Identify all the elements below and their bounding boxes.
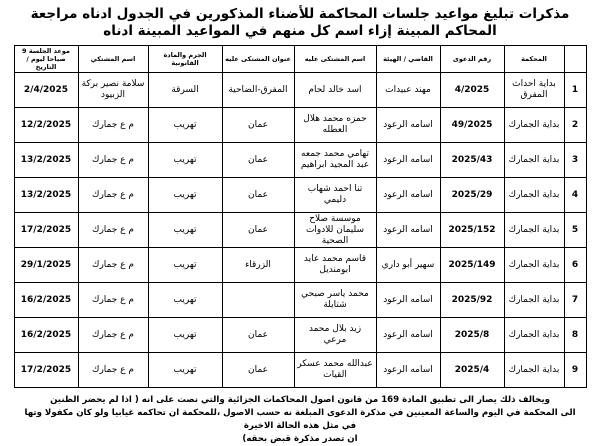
row-judge: اسامه الرعود xyxy=(376,353,440,388)
row-court: بداية الجمارك xyxy=(504,143,564,178)
table-row xyxy=(14,213,586,248)
row-defendant-address xyxy=(222,283,294,318)
row-complainant: م ع جمارك xyxy=(78,318,148,353)
row-charge: تهريب xyxy=(148,178,222,213)
header-charge: الجرم والمادة القانونية xyxy=(148,46,222,73)
row-date: 17/2/2025 xyxy=(14,213,78,248)
row-defendant-address: عمان xyxy=(222,353,294,388)
table-row xyxy=(14,318,586,353)
header-date: موعد الجلسة 9 صباحا ليوم / التاريخ xyxy=(14,46,78,73)
row-court: بداية الجمارك xyxy=(504,213,564,248)
row-defendant: عبدالله محمد عسكر القيات xyxy=(294,353,376,388)
row-defendant: موسسة صلاح سليمان للادوات الصحية xyxy=(294,213,376,248)
row-complainant: م ع جمارك xyxy=(78,283,148,318)
table-row xyxy=(14,73,586,108)
row-complainant: سلامة نصير بركة الزبيود xyxy=(78,73,148,108)
row-court: بداية الجمارك xyxy=(504,318,564,353)
row-court: بداية الجمارك xyxy=(504,248,564,283)
table-row xyxy=(14,283,586,318)
row-defendant-address: عمان xyxy=(222,143,294,178)
header-defendant: اسم المشتكى عليه xyxy=(294,46,376,73)
row-case-no: 2025/92 xyxy=(440,283,504,318)
row-number: 6 xyxy=(564,248,586,283)
row-judge: اسامه الرعود xyxy=(376,143,440,178)
header-judge: القاضي / الهيئة xyxy=(376,46,440,73)
row-defendant: تنا احمد شهاب دليمي xyxy=(294,178,376,213)
row-case-no: 49/2025 xyxy=(440,108,504,143)
header-defendant-address: عنوان المشتكى عليه xyxy=(222,46,294,73)
row-number: 4 xyxy=(564,178,586,213)
row-charge: السرقة xyxy=(148,73,222,108)
table-header-row xyxy=(14,46,586,73)
row-charge: تهريب xyxy=(148,248,222,283)
header-case-no: رقم الدعوى xyxy=(440,46,504,73)
row-charge: تهريب xyxy=(148,108,222,143)
row-date: 12/2/2025 xyxy=(14,108,78,143)
row-date: 16/2/2025 xyxy=(14,318,78,353)
row-complainant: م ع جمارك xyxy=(78,143,148,178)
hearings-table xyxy=(14,45,587,388)
row-date: 16/2/2025 xyxy=(14,283,78,318)
legal-notice-line-1: ويخالف ذلك يصار الى تطبيق المادة 169 من قانون اصول المحاكمات الجزائية والتي نصت على انه ( اذا لم يحضر الظنين xyxy=(50,395,550,405)
row-judge: اسامه الرعود xyxy=(376,178,440,213)
table-row xyxy=(14,108,586,143)
header-num xyxy=(564,46,586,73)
table-row xyxy=(14,353,586,388)
table-row xyxy=(14,248,586,283)
row-defendant-address: عمان xyxy=(222,318,294,353)
row-date: 17/2/2025 xyxy=(14,353,78,388)
row-court: بداية الجمارك xyxy=(504,108,564,143)
row-judge: سهير أبو داري xyxy=(376,248,440,283)
row-number: 9 xyxy=(564,353,586,388)
legal-notice-line-2: الى المحكمة في اليوم والساعة المعينين في مذكرة الدعوى المبلغة نه حسب الاصول ،للمحكمة ان تحاكمه غيابيا ولو كان مكفولا وتها في مثل هذه الحالة الاخيرة xyxy=(24,408,576,431)
row-judge: مهند عبيدات xyxy=(376,73,440,108)
row-defendant: قاسم محمد عايد ابومنديل xyxy=(294,248,376,283)
row-judge: اسامه الرعود xyxy=(376,283,440,318)
row-judge: اسامه الرعود xyxy=(376,108,440,143)
row-charge: تهريب xyxy=(148,283,222,318)
row-defendant: زيد بلال محمد مرعي xyxy=(294,318,376,353)
table-row xyxy=(14,143,586,178)
row-defendant: محمد ياسر صبحي شتايلة xyxy=(294,283,376,318)
row-court: بداية الجمارك xyxy=(504,283,564,318)
row-case-no: 2025/8 xyxy=(440,318,504,353)
row-charge: تهريب xyxy=(148,318,222,353)
row-charge: تهريب xyxy=(148,353,222,388)
table-row xyxy=(14,178,586,213)
row-defendant-address: الزرقاء xyxy=(222,248,294,283)
document-title: مذكرات تبليغ مواعيد جلسات المحاكمة للأضناء المذكورين في الجدول ادناه مراجعة المحاكم المبينة إزاء اسم كل منهم في المواعيد المبينة ادناه xyxy=(30,6,570,39)
row-judge: اسامه الرعود xyxy=(376,318,440,353)
row-case-no: 2025/149 xyxy=(440,248,504,283)
row-case-no: 2025/152 xyxy=(440,213,504,248)
row-defendant-address: عمان xyxy=(222,178,294,213)
row-defendant-address: عمان xyxy=(222,108,294,143)
row-case-no: 2025/43 xyxy=(440,143,504,178)
row-number: 1 xyxy=(564,73,586,108)
row-date: 13/2/2025 xyxy=(14,143,78,178)
row-charge: تهريب xyxy=(148,143,222,178)
row-case-no: 2025/29 xyxy=(440,178,504,213)
row-complainant: م ع جمارك xyxy=(78,178,148,213)
row-defendant: اسد خالد لحام xyxy=(294,73,376,108)
row-date: 29/1/2025 xyxy=(14,248,78,283)
row-court: بداية الجمارك xyxy=(504,353,564,388)
row-defendant: حمزه محمد هلال العطله xyxy=(294,108,376,143)
row-case-no: 2025/4 xyxy=(440,353,504,388)
row-complainant: م ع جمارك xyxy=(78,213,148,248)
row-number: 8 xyxy=(564,318,586,353)
row-number: 3 xyxy=(564,143,586,178)
row-court: بداية الجمارك xyxy=(504,178,564,213)
row-case-no: 4/2025 xyxy=(440,73,504,108)
row-court: بداية احداث المفرق xyxy=(504,73,564,108)
row-defendant: تهامي محمد جمعه عبد المجيد ابراهيم xyxy=(294,143,376,178)
row-date: 2/4/2025 xyxy=(14,73,78,108)
legal-notice-line-3: ان تصدر مذكرة قبض بحقه) xyxy=(242,434,358,444)
row-complainant: م ع جمارك xyxy=(78,108,148,143)
header-court: المحكمة xyxy=(504,46,564,73)
row-date: 13/2/2025 xyxy=(14,178,78,213)
row-judge: اسامه الرعود xyxy=(376,213,440,248)
row-defendant-address: المفرق-الضاحية xyxy=(222,73,294,108)
header-complainant: اسم المشتكي xyxy=(78,46,148,73)
row-defendant-address: عمان xyxy=(222,213,294,248)
row-number: 2 xyxy=(564,108,586,143)
row-complainant: م ع جمارك xyxy=(78,353,148,388)
row-number: 7 xyxy=(564,283,586,318)
row-complainant: م ع جمارك xyxy=(78,248,148,283)
row-charge: تهريب xyxy=(148,213,222,248)
legal-notice xyxy=(20,394,580,446)
row-number: 5 xyxy=(564,213,586,248)
